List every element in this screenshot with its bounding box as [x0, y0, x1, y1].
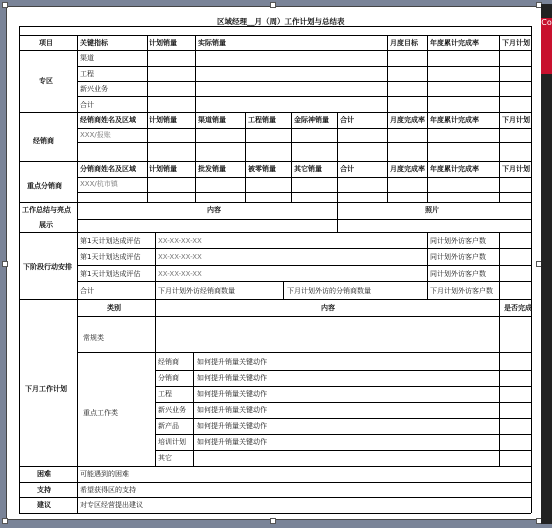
distributor-hdr: 合计 — [340, 165, 354, 173]
zone-row: 渠道 — [80, 54, 94, 62]
rule — [427, 35, 428, 202]
support-text: 希望获得区的支持 — [80, 486, 136, 494]
review-placeholder: XX-XX-XX-XX — [158, 270, 202, 278]
review-item: 第1天计划达成评估 — [80, 270, 141, 278]
key-row-label: 其它 — [158, 454, 172, 462]
rule — [77, 35, 78, 513]
rule — [531, 26, 532, 513]
rule — [19, 497, 531, 498]
rule — [19, 232, 531, 233]
rule — [77, 81, 531, 82]
zone-row: 工程 — [80, 70, 94, 78]
rule — [19, 112, 531, 113]
col-annual: 年度累计完成率 — [430, 39, 479, 47]
rule — [283, 281, 284, 299]
resize-handle[interactable] — [270, 2, 276, 8]
rule — [77, 177, 531, 178]
review-item: 第1天计划达成评估 — [80, 237, 141, 245]
summary-label-2: 展示 — [39, 221, 53, 229]
sheet-title: 区域经理__月（周）工作计划与总结表 — [217, 17, 345, 26]
rule — [77, 96, 531, 97]
key-row-task: 如何提升销量关键动作 — [197, 390, 267, 398]
rule — [19, 513, 531, 514]
rule — [387, 35, 388, 202]
summary-photos: 照片 — [425, 206, 439, 214]
distributor-label: 重点分销商 — [27, 182, 62, 190]
rule — [147, 35, 148, 202]
review-placeholder: XX-XX-XX-XX — [158, 237, 202, 245]
rule — [193, 352, 194, 466]
dealer-placeholder: XXX/报账 — [80, 131, 111, 139]
summary-content: 内容 — [207, 206, 221, 214]
rule — [77, 265, 531, 266]
rule — [77, 248, 531, 249]
distributor-hdr: 其它销量 — [294, 165, 322, 173]
distributor-hdr: 下月计划 — [502, 165, 530, 173]
distributor-hdr: 月度完成率 — [390, 165, 425, 173]
rule — [19, 482, 531, 483]
side-panel — [541, 4, 552, 524]
dealer-hdr: 合计 — [340, 116, 354, 124]
key-row-task: 如何提升销量关键动作 — [197, 422, 267, 430]
rule — [77, 66, 531, 67]
review-sum-dealers: 下月计划外访经销商数量 — [158, 287, 235, 295]
distributor-hdr: 计划销量 — [149, 165, 177, 173]
review-right: 同计划外访客户数 — [430, 253, 486, 261]
rule — [77, 352, 531, 353]
dealer-hdr: 工程销量 — [248, 116, 276, 124]
difficulty-text: 可能遇到的困难 — [80, 470, 129, 478]
review-right: 同计划外访客户数 — [430, 237, 486, 245]
rule — [427, 232, 428, 299]
zone-label: 专区 — [39, 77, 53, 85]
dealer-hdr: 渠道销量 — [198, 116, 226, 124]
key-row-task: 如何提升销量关键动作 — [197, 374, 267, 382]
nextmonth-key: 重点工作类 — [83, 409, 118, 417]
rule — [19, 26, 20, 513]
review-sum-customers: 下月计划外访客户数 — [430, 287, 493, 295]
rule — [155, 299, 156, 466]
col-actual: 实际销量 — [198, 39, 226, 47]
key-row-label: 新产品 — [158, 422, 179, 430]
side-tab[interactable]: Co — [541, 18, 552, 74]
key-row-label: 经销商 — [158, 358, 179, 366]
suggestion-text: 对专区经营提出建议 — [80, 501, 143, 509]
rule — [77, 316, 531, 317]
review-label: 下阶段行动安排 — [23, 263, 72, 271]
rule — [155, 402, 531, 403]
zone-row: 合计 — [80, 101, 94, 109]
distributor-hdr: 年度累计完成率 — [430, 165, 479, 173]
key-row-label: 工程 — [158, 390, 172, 398]
col-kpi: 关键指标 — [80, 39, 108, 47]
dealer-hdr: 下月计划 — [502, 116, 530, 124]
difficulty-label: 困难 — [37, 470, 51, 478]
key-row-label: 培训计划 — [158, 438, 186, 446]
col-next: 下月计划 — [502, 39, 530, 47]
nextmonth-category: 类别 — [107, 304, 121, 312]
nextmonth-label: 下月工作计划 — [25, 385, 67, 393]
resize-handle[interactable] — [2, 261, 8, 267]
suggestion-label: 建议 — [37, 501, 51, 509]
rule — [337, 112, 338, 202]
dealer-label: 经销商 — [33, 137, 54, 145]
col-project: 项目 — [39, 39, 53, 47]
worksheet-page — [6, 6, 542, 520]
review-sum: 合计 — [80, 287, 94, 295]
review-placeholder: XX-XX-XX-XX — [158, 253, 202, 261]
rule — [19, 26, 531, 27]
rule — [77, 281, 531, 282]
distributor-hdr: 分销商姓名及区域 — [80, 165, 136, 173]
col-plan: 计划销量 — [149, 39, 177, 47]
rule — [155, 370, 531, 371]
summary-label: 工作总结与亮点 — [22, 206, 71, 214]
rule — [499, 299, 500, 466]
rule — [19, 466, 531, 467]
nextmonth-done: 是否完成 — [504, 304, 532, 312]
distributor-placeholder: XXX/杭市镇 — [80, 180, 118, 188]
rule — [77, 142, 531, 143]
dealer-hdr: 经销商姓名及区域 — [80, 116, 136, 124]
rule — [77, 192, 531, 193]
rule — [155, 232, 156, 299]
key-row-label: 新兴业务 — [158, 406, 186, 414]
rule — [245, 112, 246, 202]
rule — [291, 112, 292, 202]
resize-handle[interactable] — [270, 518, 276, 524]
dealer-hdr: 月度完成率 — [390, 116, 425, 124]
review-sum-distributors: 下月计划外访的分销商数量 — [287, 287, 371, 295]
resize-handle[interactable] — [2, 518, 8, 524]
rule — [155, 450, 531, 451]
dealer-hdr: 年度累计完成率 — [430, 116, 479, 124]
col-monthly: 月度目标 — [390, 39, 418, 47]
rule — [499, 232, 500, 299]
rule — [77, 219, 531, 220]
zone-row: 新兴业务 — [80, 85, 108, 93]
nextmonth-content: 内容 — [321, 304, 335, 312]
rule — [155, 434, 531, 435]
distributor-hdr: 批发销量 — [198, 165, 226, 173]
rule — [19, 50, 531, 51]
key-row-label: 分销商 — [158, 374, 179, 382]
support-label: 支持 — [37, 486, 51, 494]
rule — [155, 418, 531, 419]
rule — [499, 35, 500, 202]
dealer-hdr: 计划销量 — [149, 116, 177, 124]
distributor-hdr: 被零销量 — [248, 165, 276, 173]
rule — [19, 299, 531, 300]
review-item: 第1天计划达成评估 — [80, 253, 141, 261]
rule — [155, 386, 531, 387]
review-right: 同计划外访客户数 — [430, 270, 486, 278]
rule — [77, 128, 531, 129]
key-row-task: 如何提升销量关键动作 — [197, 406, 267, 414]
rule — [19, 202, 531, 203]
rule — [19, 35, 531, 36]
dealer-hdr: 金际神销量 — [294, 116, 329, 124]
key-row-task: 如何提升销量关键动作 — [197, 438, 267, 446]
rule — [337, 202, 338, 232]
rule — [195, 35, 196, 202]
resize-handle[interactable] — [2, 2, 8, 8]
nextmonth-routine: 常规类 — [83, 334, 104, 342]
rule — [19, 161, 531, 162]
key-row-task: 如何提升销量关键动作 — [197, 358, 267, 366]
